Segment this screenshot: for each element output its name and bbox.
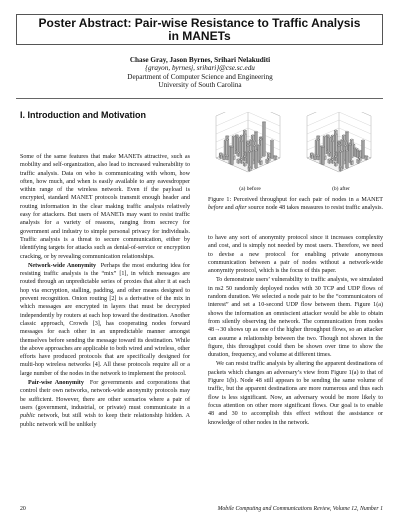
plot-bar-side <box>337 146 339 164</box>
plot-gridline <box>339 120 371 134</box>
runin-pair-wise: Pair-wise Anonymity <box>28 380 84 387</box>
throughput-3d-plot-after <box>299 112 383 186</box>
plot-bar-side <box>336 134 338 152</box>
paragraph-3-text-b: network, but still wish to keep their relationship hidden. A public network will be unlikely <box>20 413 190 428</box>
plot-bar-side <box>323 147 325 165</box>
plot-bar-side <box>357 151 359 158</box>
figure-caption <box>208 196 383 213</box>
caption-text-b: source node 48 takes measures to resist traffic analysis. <box>246 205 383 212</box>
plot-bar-side <box>229 146 231 164</box>
plot-bar-side <box>232 147 234 165</box>
subcaption-before: (a) before <box>239 186 261 192</box>
plot-bar-side <box>347 150 349 168</box>
plot-bar-side <box>264 122 266 157</box>
throughput-3d-plot-before <box>208 112 292 186</box>
plot-bar-side <box>318 139 320 157</box>
plot-bar-side <box>245 134 247 152</box>
paragraph-3 <box>20 379 190 429</box>
plot-bar-side <box>352 140 354 158</box>
caption-mid: and <box>223 205 236 212</box>
plot-bar-side <box>331 141 333 159</box>
paper-title <box>17 17 382 43</box>
figure-panel-after <box>299 112 383 186</box>
plot-bar-side <box>230 147 232 165</box>
right-paragraph-3: We can resist traffic analysis by altering the apparent destinations of packets which changes an adversary’s view from Figure 1(a) to that of Figure 1(b). Node 48 still appears to be sending the same volume of traffic, but the apparent destinations are more numerous and thus each flow is less significant. Now, an adversary would be more likely to focus attention on other more significant flows. Our goal is to enable 48 and 30 to accomplish this effect without the assistance or knowledge of other nodes in the network. <box>208 361 383 426</box>
paragraph-3-text-a: For governments and corporations that control their own networks, network-wide anonymity protocols may be sufficient. However, there are other scenarios where a pair of users (government, industrial, or private) must communicate in a <box>20 380 190 411</box>
plot-bar-side <box>333 141 335 159</box>
plot-bar-side <box>262 122 264 157</box>
plot-bar-side <box>254 150 256 168</box>
left-column <box>20 153 190 430</box>
caption-after-word: after <box>235 205 247 212</box>
figure-panel-before <box>208 112 292 186</box>
plot-bar-side <box>270 140 272 158</box>
plot-bar-side <box>353 148 355 157</box>
right-paragraph-1: to have any sort of anonymity protocol since it increases complexity and cost, and is simply not needed by most users. Therefore, we need to devise a new protocol for enabling private anonymous communication between a pair of nodes without a network-wide anonymity protocol, which is the focus of this paper. <box>208 235 383 275</box>
plot-bar-side <box>243 134 245 152</box>
plot-bar-side <box>325 136 327 154</box>
plot-bar-side <box>342 151 344 169</box>
plot-bar-side <box>320 146 322 164</box>
plot-bar-side <box>240 141 242 159</box>
plot-bar-side <box>227 139 229 157</box>
title-line-2: in MANETs <box>168 29 231 43</box>
paragraph-2-text: Perhaps the most enduring idea for resisting traffic analysis is the “mix” [1], in which messages are routed through an unpredictable series of proxies that alter it at each hop via encryption, stalling, padding, and other means designed to prevent recognition. Onion routing [2] is a derivative of the mix in which messages are encrypted in layers that must be decrypted independently by routers at each hop toward the destination. Another classic approach, Crowds [3], has cooperating nodes forward messages for each other in an unpredictable manner amongst themselves before sending the message toward its destination. While the above approaches are applicable to both wired and wireless, other efforts have produced protocols that are specifically designed for multi-hop wireless networks [4]. All these protocols require all or a large number of the nodes in the network to implement the protocol. <box>20 262 190 377</box>
plot-bar-side <box>258 145 260 163</box>
plot-bar-side <box>361 140 363 158</box>
title-box <box>16 14 383 45</box>
university: University of South Carolina <box>158 81 242 90</box>
plot-bar-side <box>334 134 336 152</box>
subcaption-after: (b) after <box>332 186 350 192</box>
runin-network-wide: Network-wide Anonymity <box>28 262 97 269</box>
plot-bar-side <box>321 147 323 165</box>
authors: Chase Gray, Jason Byrnes, Srihari Nelakuditi <box>129 56 271 64</box>
plot-bar-side <box>349 145 351 163</box>
caption-text-a: Figure 1: Perceived throughput for each pair of nodes in a MANET <box>208 197 383 203</box>
right-paragraph-2: To demonstrate users’ vulnerability to traffic analysis, we simulated in ns2 50 randomly deployed nodes with 30 TCP and UDP flows of random duration. We selected a node pair to be the “communicators of interest” and set a 10-second UDP flow between them. Figure 1(a) shows the information an omniscient attacker would be able to obtain from silently observing the network. The communication from nodes 48→30 shows up as one of the higher throughput flows, so an attacker can assume a relationship between the two. Though not shown in the figure, this throughput could then be shown over time to show the duration, frequency, and volume at different times. <box>208 277 383 359</box>
page-number: 20 <box>20 506 26 512</box>
plot-bar-side <box>345 150 347 168</box>
plot-bar-side <box>234 136 236 154</box>
plot-bar-side <box>242 141 244 159</box>
title-line-1: Poster Abstract: Pair-wise Resistance to Traffic Analysis <box>38 16 361 30</box>
right-column <box>208 234 383 428</box>
emails: {grayon, byrnesj, srihari}@cse.sc.edu <box>145 64 255 73</box>
plot-bar-side <box>251 151 253 169</box>
header-rule <box>16 98 383 99</box>
paragraph-3-emphasis: public <box>20 413 36 420</box>
figure-1 <box>208 112 383 198</box>
journal-name: Mobile Computing and Communications Review, Volume 12, Number 1 <box>217 506 383 512</box>
plot-bar-side <box>261 140 263 158</box>
plot-bar-side <box>355 149 357 158</box>
department: Department of Computer Science and Engineering <box>127 72 273 81</box>
plot-bar-side <box>256 150 258 168</box>
author-block <box>0 56 400 90</box>
caption-before-word: before <box>208 205 224 212</box>
paragraph-1: Some of the same features that make MANETs attractive, such as mobility and self-organization, also lead to increased vulnerability to traffic analysis. Data on who is communicating with whom, how often, how much, and when is easily available to any eavesdropper within range of the wireless network. Even if the payload is encrypted, standard MANET protocols transmit enough header and routing information in the clear making traffic analysis relatively easy for attackers. But users of MANETs may want to resist traffic analysis for a variety of reasons, ranging from secrecy for government and industry to simple personal privacy for individuals. Traffic analysis is a threat to secure communication, either by identifying targets for attacks such as denial-of-service or encryption cracking, or by revealing communication relationships. <box>20 154 190 260</box>
plot-bar-side <box>246 146 248 164</box>
section-heading: I. Introduction and Motivation <box>20 110 146 120</box>
paragraph-2 <box>20 262 190 378</box>
